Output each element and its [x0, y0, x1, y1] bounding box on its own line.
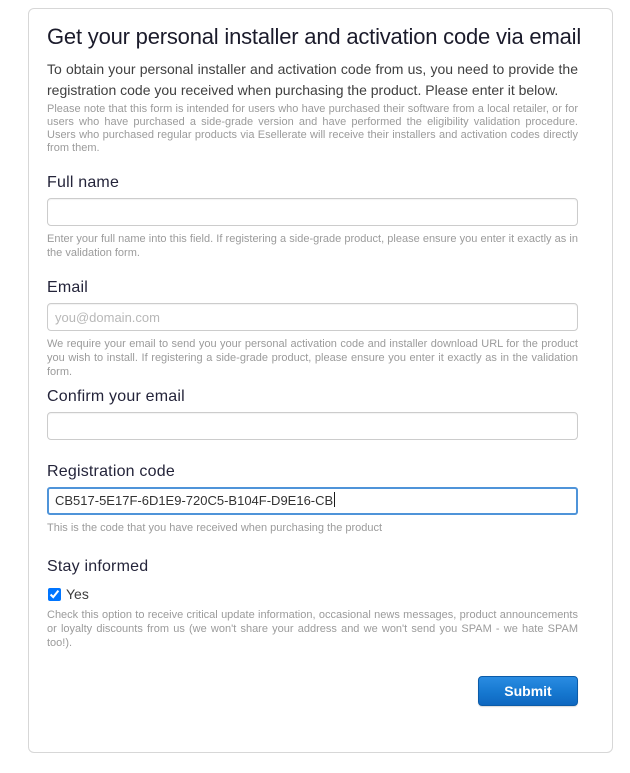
page-title: Get your personal installer and activation code via email	[47, 24, 582, 49]
full-name-label: Full name	[47, 174, 120, 191]
confirm-email-group	[47, 387, 578, 440]
stay-informed-checkbox[interactable]	[48, 588, 61, 601]
full-name-input[interactable]	[47, 198, 578, 226]
registration-code-value: CB517-5E17F-6D1E9-720C5-B104F-D9E16-CB	[55, 493, 334, 508]
stay-informed-help: Check this option to receive critical update information, occasional news messages, product announcements or loyalty discounts from us (we won't share your address and we won't send you SPAM - we hate SPAM too!).	[47, 609, 578, 649]
full-name-help: Enter your full name into this field. If registering a side-grade product, please ensure you enter it exactly as in the validation form.	[47, 233, 578, 259]
submit-row	[47, 676, 578, 706]
registration-form-card	[28, 8, 613, 753]
text-caret	[334, 492, 335, 507]
registration-code-label: Registration code	[47, 463, 175, 480]
stay-informed-checkbox-label[interactable]: Yes	[66, 586, 89, 602]
confirm-email-input[interactable]	[47, 412, 578, 440]
full-name-group	[47, 173, 578, 260]
intro-text: To obtain your personal installer and activation code from us, you need to provide the registration code you received when purchasing the product. Please enter it below.	[47, 61, 578, 98]
registration-code-input[interactable]	[47, 487, 578, 515]
email-help: We require your email to send you your personal activation code and installer download URL for the product you wish to install. If registering a side-grade product, please ensure you enter it exactly as in the validation form.	[47, 338, 578, 378]
stay-informed-label: Stay informed	[47, 558, 149, 575]
stay-informed-checkbox-row	[47, 586, 578, 602]
registration-code-group	[47, 462, 578, 535]
stay-informed-group	[47, 557, 578, 650]
email-group	[47, 278, 578, 379]
submit-button[interactable]: Submit	[478, 676, 578, 706]
confirm-email-label: Confirm your email	[47, 388, 185, 405]
eligibility-note-text: Please note that this form is intended for users who have purchased their software from a local retailer, or for users who have purchased a side-grade version and have performed the eligibility validation procedure. Users who purchased regular products via Esellerate will receive their installers and activation codes directly from them.	[47, 103, 578, 154]
registration-code-help: This is the code that you have received when purchasing the product	[47, 522, 383, 534]
email-label: Email	[47, 279, 89, 296]
email-input[interactable]	[47, 303, 578, 331]
